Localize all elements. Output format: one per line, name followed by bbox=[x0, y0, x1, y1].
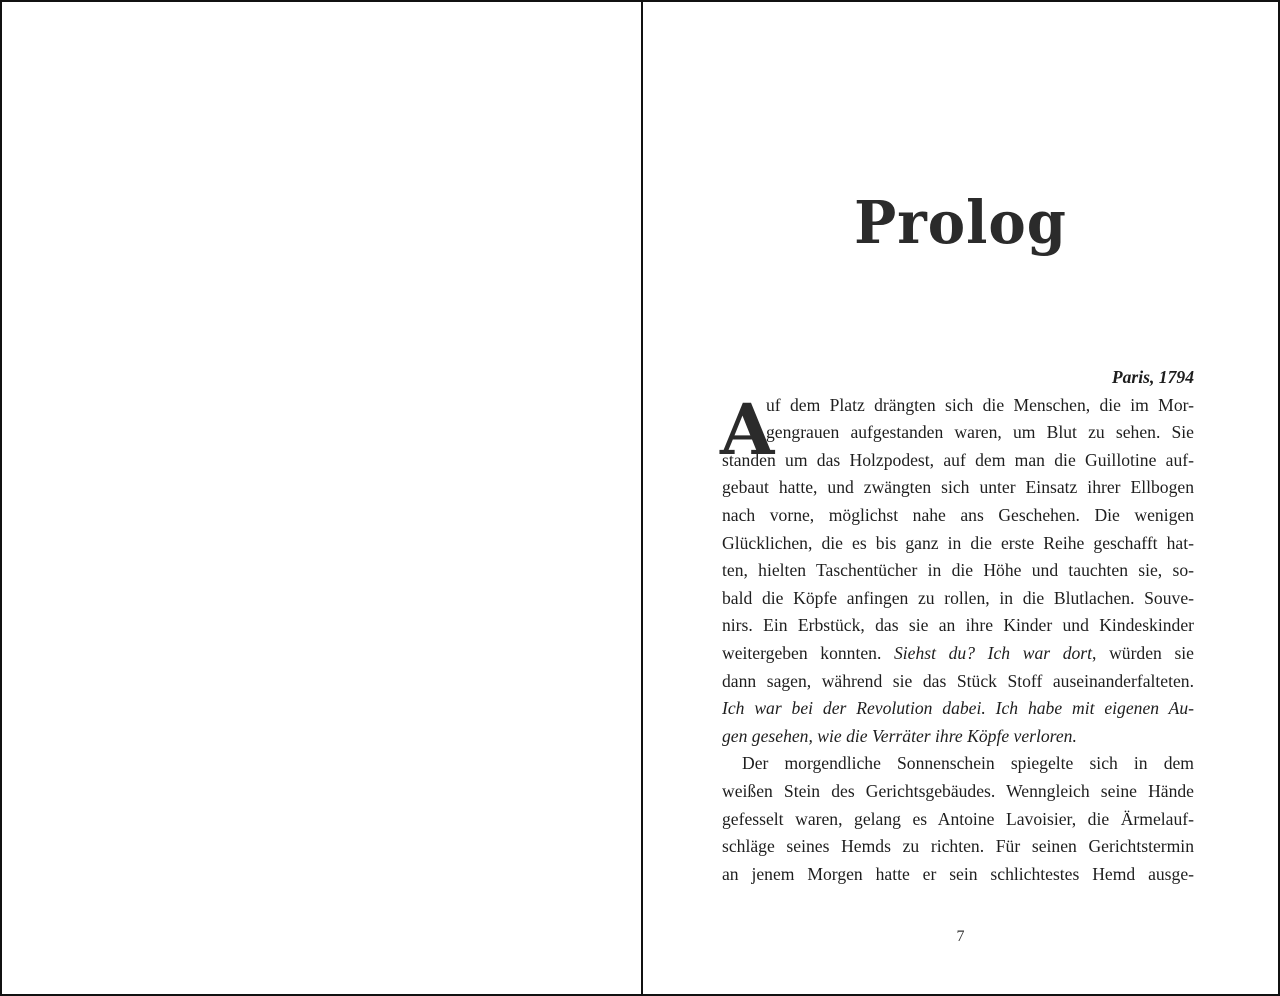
text-line: nach vorne, möglichst nahe ans Geschehen. Die wenigen bbox=[722, 504, 1194, 525]
left-page-blank bbox=[2, 2, 641, 994]
text-line bbox=[722, 695, 1194, 723]
chapter-title: Prolog bbox=[854, 188, 1067, 258]
text-line: weißen Stein des Gerichtsgebäudes. Wenngleich seine Hände bbox=[722, 780, 1194, 801]
text-line: standen um das Holzpodest, auf dem man die Guillotine auf- bbox=[722, 449, 1194, 470]
text-line: Der morgendliche Sonnenschein spiegelte sich in dem bbox=[742, 753, 1194, 774]
text-line: gebaut hatte, und zwängten sich unter Einsatz ihrer Ellbogen bbox=[722, 477, 1194, 498]
text-line: gengrauen aufgestanden waren, um Blut zu sehen. Sie bbox=[766, 422, 1194, 443]
text-line: gefesselt waren, gelang es Antoine Lavoisier, die Ärmelauf- bbox=[722, 808, 1194, 829]
italic-text-segment: gen gesehen, wie die Verräter ihre Köpfe verloren. bbox=[722, 725, 1077, 746]
paragraph-1 bbox=[720, 387, 1194, 751]
dateline: Paris, 1794 bbox=[1111, 367, 1194, 387]
paragraph-2 bbox=[722, 750, 1194, 888]
text-line: ten, hielten Taschentücher in die Höhe und tauchten sie, so- bbox=[722, 560, 1194, 581]
right-page bbox=[643, 2, 1278, 994]
page-number: 7 bbox=[956, 928, 965, 945]
body-text bbox=[722, 364, 1194, 888]
text-segment: weitergeben konnten. bbox=[722, 642, 882, 663]
text-line bbox=[722, 723, 1194, 751]
drop-cap-letter: A bbox=[720, 387, 775, 471]
italic-text-segment: Siehst du? Ich war dort bbox=[893, 642, 1093, 663]
text-line: uf dem Platz drängten sich die Menschen, die im Mor- bbox=[766, 394, 1194, 415]
text-line: an jenem Morgen hatte er sein schlichtestes Hemd ausge- bbox=[722, 863, 1194, 884]
italic-text-segment: Ich war bei der Revolution dabei. Ich habe mit eigenen Au- bbox=[722, 698, 1194, 719]
text-line: bald die Köpfe anfingen zu rollen, in die Blutlachen. Souve- bbox=[722, 587, 1194, 608]
text-line: dann sagen, während sie das Stück Stoff auseinanderfalteten. bbox=[722, 670, 1194, 691]
text-line: Glücklichen, die es bis ganz in die erste Reihe geschafft hat- bbox=[722, 532, 1194, 553]
text-segment: , würden sie bbox=[1092, 642, 1194, 663]
text-line bbox=[722, 640, 1194, 668]
text-line: schläge seines Hemds zu richten. Für seinen Gerichtstermin bbox=[722, 836, 1194, 857]
text-line: nirs. Ein Erbstück, das sie an ihre Kinder und Kindeskinder bbox=[722, 615, 1194, 636]
